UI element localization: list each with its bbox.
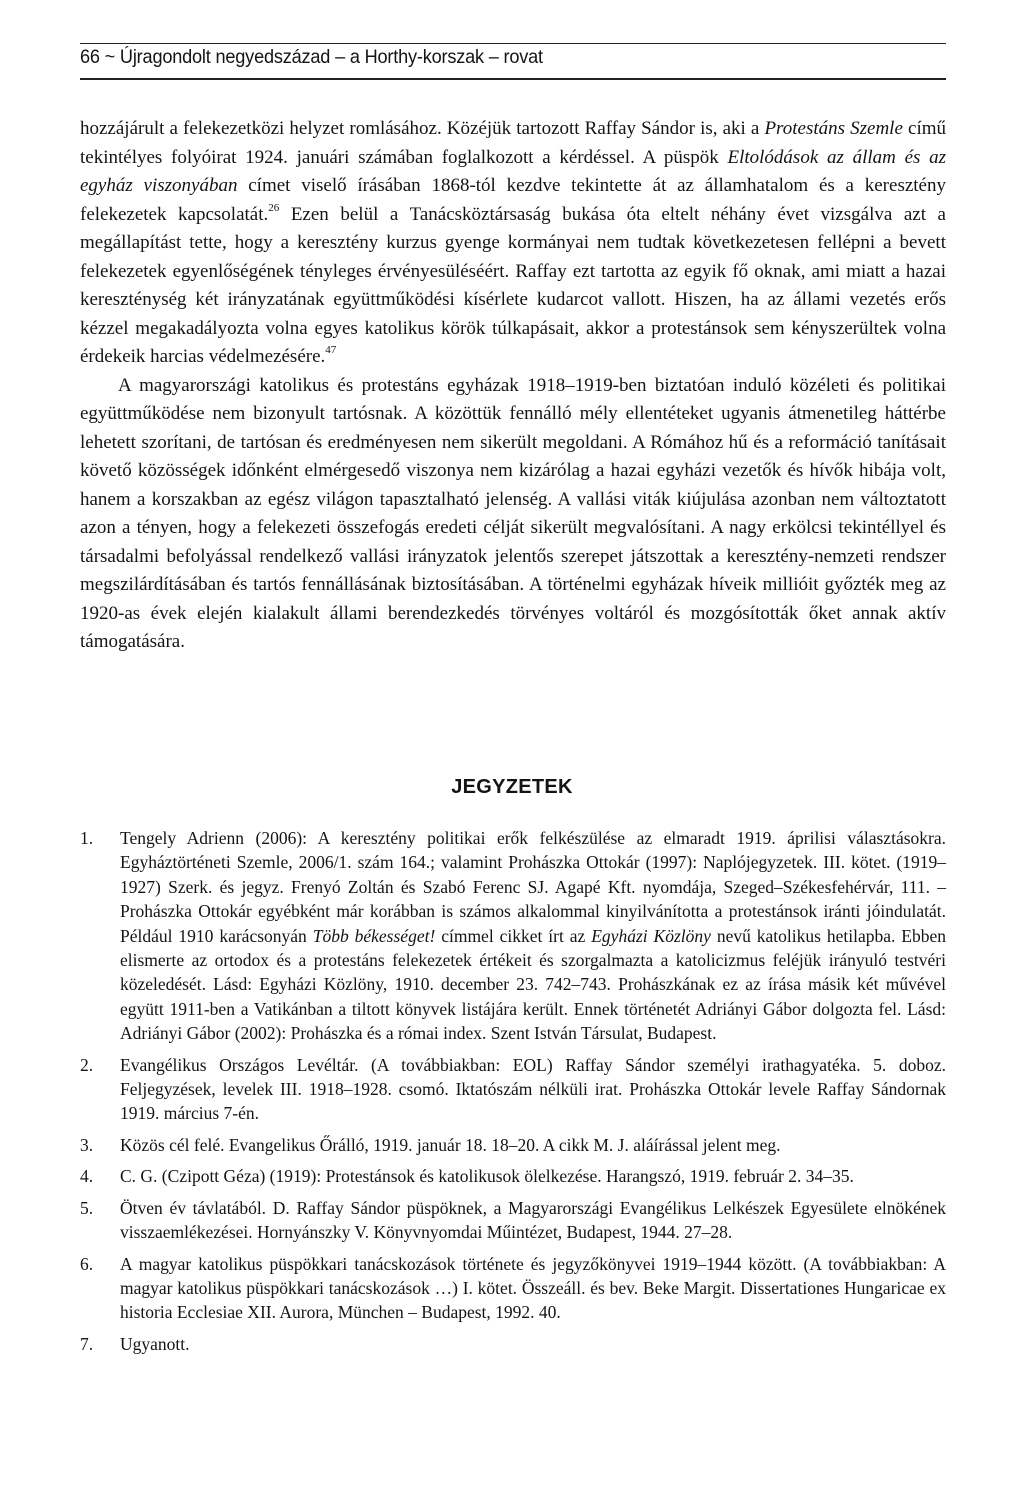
- running-title: Újragondolt negyedszázad – a Horthy-korszak – rovat: [119, 46, 543, 68]
- notes-heading: JEGYZETEK: [451, 776, 573, 798]
- running-header: [80, 46, 885, 69]
- paragraph-2: A magyarországi katolikus és protestáns egyházak 1918–1919-ben biztatóan induló közéleti és politikai együttműködése nem bizonyult tartósnak. A közöttük fennálló mély ellentéteket ugyanis átmenetileg háttérbe lehetett szorítani, de tartósan és eredményesen nem sikerült megoldani. A Rómához hű és a reformáció tanításait követő közösségek időnként elmérgesedő viszonya nem kizárólag a hazai egyházi vezetők és hívők hibája volt, hanem a korszakban az egész világon tapasztalható jelenség. A vallási viták kiújulása azonban nem változtatott azon a tényen, hogy a felekezeti összefogás eredeti célját sikerült megvalósítani. A nagy erkölcsi tekintéllyel és társadalmi befolyással rendelkező vallási irányzatok jelentős szerepet játszottak a keresztény-nemzeti rendszer megszilárdításában és tartós fennállásának biztosításában. A történelmi egyházak híveik millióit győzték meg az 1920-as évek elején kialakult állami berendezkedés törvényes voltáról és mozgósították őket annak aktív támogatására.: [80, 374, 946, 652]
- notes-list: [80, 826, 946, 1356]
- note-item: [80, 1332, 946, 1356]
- footnote-ref-26[interactable]: 26: [268, 201, 280, 214]
- note-number: 2.: [80, 1054, 94, 1075]
- note-item: [80, 1164, 946, 1188]
- journal-title: Protestáns Szemle: [764, 118, 903, 139]
- note-number: 3.: [80, 1134, 94, 1155]
- paragraph-1: [80, 115, 946, 372]
- note-number: 7.: [80, 1333, 94, 1354]
- footnote-ref-47[interactable]: 47: [325, 344, 337, 356]
- paragraph-1-text-a: hozzájárult a felekezetközi helyzet romlásához. Közéjük tartozott Raffay Sándor is, aki a: [80, 118, 765, 139]
- note-text: Ugyanott.: [120, 1333, 190, 1354]
- note-number: 1.: [80, 828, 94, 848]
- note-item: [80, 1252, 946, 1325]
- note-text: C. G. (Czipott Géza) (1919): Protestánsok és katolikusok ölelkezése. Harangszó, 1919. február 2. 34–35.: [120, 1166, 854, 1187]
- note-item: [80, 826, 946, 1046]
- note-number: 6.: [80, 1253, 94, 1274]
- note-item: [80, 1053, 946, 1126]
- note-number: 5.: [80, 1197, 94, 1218]
- header-bottom-rule: [80, 78, 946, 80]
- note-1-italic-title-b: Egyházi Közlöny: [591, 925, 711, 946]
- paragraph-1-text-c: címet viselő írásában 1868-tól kezdve tekintette át az államhatalom és a keresztény felekezetek kapcsolatát.: [80, 175, 946, 225]
- note-item: [80, 1196, 946, 1245]
- paragraph-1-text-d: Ezen belül a Tanácsköztársaság bukása óta eltelt néhány évet vizsgálva azt a megállapítást tette, hogy a keresztény kurzus gyenge kormányai nem tudtak következetesen fellépni a bevett felekezetek egyenlőségének tényleges érvényesüléséért. Raffay ezt tartotta az egyik fő oknak, ami miatt a hazai kereszténység két irányzatának együttműködési kísérlete kudarcot vallott. Hiszen, ha az állami vezetés erős kézzel megakadályozta volna egyes katolikus körök túlkapásait, akkor a protestánsok sem kényszerültek volna érdekeik harcias védelmezésére.: [80, 203, 946, 367]
- note-1-italic-title-a: Több békességet!: [312, 925, 436, 946]
- header-top-rule: [80, 43, 946, 44]
- article-body: [80, 115, 946, 657]
- paragraph-1-text-b: című tekintélyes folyóirat 1924. januári számában foglalkozott a kérdéssel. A püspök: [80, 118, 947, 168]
- note-text: A magyar katolikus püspökkari tanácskozások története és jegyzőkönyvei 1919–1944 között. (A továbbiakban: A magyar katolikus püspökkari tanácskozások …) I. kötet. Összeáll. és bev. Beke Margit. Dissertationes Hungaricae ex historia Ecclesiae XII. Aurora, München – Budapest, 1992. 40.: [120, 1253, 946, 1323]
- note-text: Közös cél felé. Evangelikus Őrálló, 1919. január 18. 18–20. A cikk M. J. aláírással jelent meg.: [120, 1134, 781, 1155]
- page-number: 66: [80, 46, 100, 68]
- note-1-text-b: címmel cikket írt az: [435, 925, 592, 946]
- note-text: Evangélikus Országos Levéltár. (A továbbiakban: EOL) Raffay Sándor személyi irathagyatéka. 5. doboz. Feljegyzések, levelek III. 1918–1928. csomó. Iktatószám nélküli irat. Prohászka Ottokár levele Raffay Sándornak 1919. március 7-én.: [120, 1054, 946, 1124]
- work-title: Eltolódások az állam és az egyház viszonyában: [80, 146, 947, 196]
- note-number: 4.: [80, 1166, 94, 1187]
- note-1-text-c: nevű katolikus hetilapba. Ebben elismerte az ortodox és a protestáns felekezetek értékeit és szorgalmazta a katolicizmus feléjük irányuló testvéri közeledését. Lásd: Egyházi Közlöny, 1910. december 23. 742–743. Prohászkának ez az írása másik két művével együtt 1911-ben a Vatikánban a tiltott könyvek listájára került. Ennek történetét Adriányi Gábor dolgozta fel. Lásd: Adriányi Gábor (2002): Prohászka és a római index. Szent István Társulat, Budapest.: [120, 925, 946, 1044]
- header-separator: ~: [104, 46, 116, 68]
- note-text: [120, 826, 946, 1046]
- note-1-text-a: Tengely Adrienn (2006): A keresztény politikai erők felkészülése az elmaradt 1919. áprilisi választásokra. Egyháztörténeti Szemle, 2006/1. szám 164.; valamint Prohászka Ottokár (1997): Naplójegyzetek. III. kötet. (1919–1927) Szerk. és jegyz. Frenyó Zoltán és Szabó Ferenc SJ. Agapé Kft. nyomdája, Szeged–Székesfehérvár, 111. – Prohászka Ottokár egyébként már korábban is számos alkalommal kinyilvánította a protestánsok iránti jóindulatát. Például 1910 karácsonyán: [120, 828, 946, 946]
- note-item: [80, 1133, 946, 1157]
- note-text: Ötven év távlatából. D. Raffay Sándor püspöknek, a Magyarországi Evangélikus Lelkészek Egyesülete elnökének visszaemlékezései. Hornyánszky V. Könyvnyomdai Műintézet, Budapest, 1944. 27–28.: [120, 1197, 946, 1243]
